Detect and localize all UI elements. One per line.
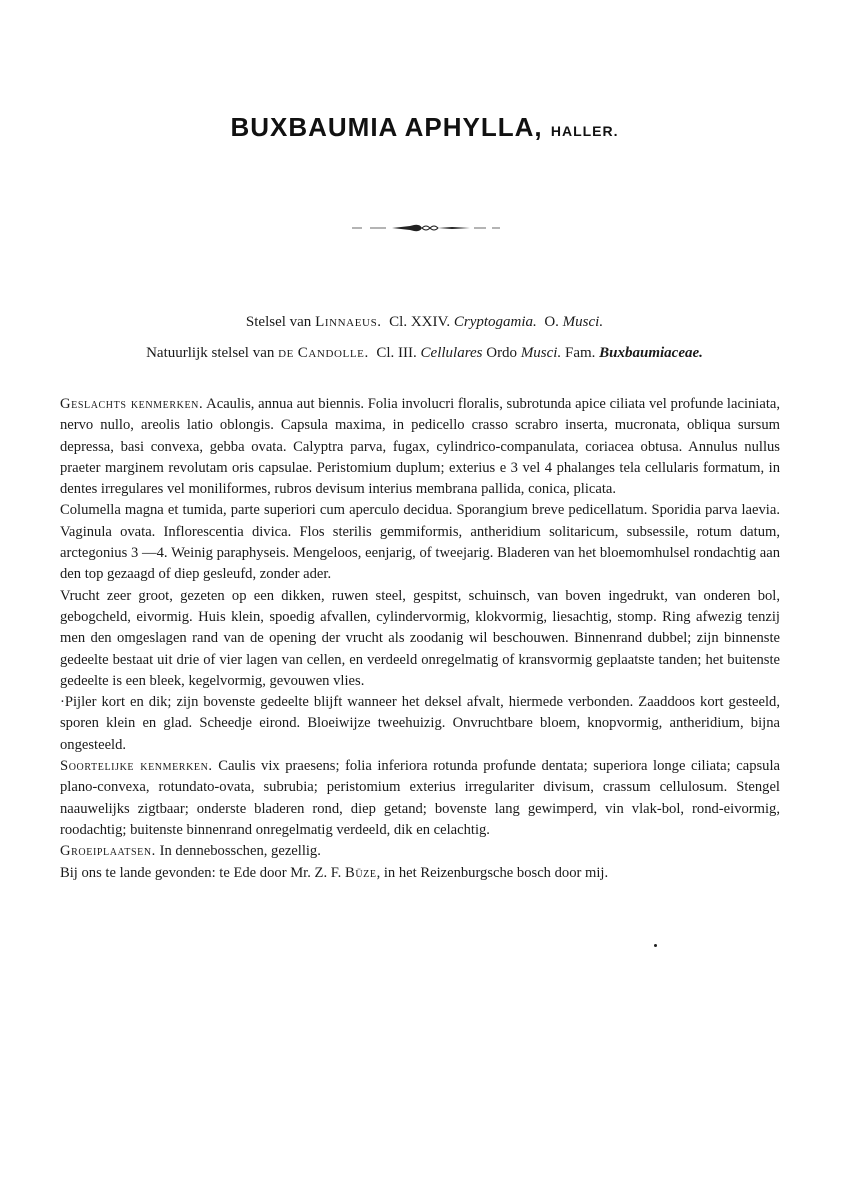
genus-dutch: Weinig paraphyseis. Mengeloos, eenjarig, of tweejarig. Bladeren van het bloemomhulsel rondachtig aan den top gezaagd of diep gesleufd, zonder ader. [60, 545, 781, 583]
genus-dutch-fruit: Vrucht zeer groot, gezeten op een dikken, ruwen steel, gespitst, schuinsch, van boven ingedrukt, van onderen bol, gebogcheld, eivormig. Huis klein, spoedig afvallen, cylindervormig, klokvormig, liesachtig, stomp. Ring afwezig tenzij men den omgeslagen rand van de opening der vrucht als zoodanig wil beschouwen. Binnenrand dubbel; zijn binnenste gedeelte bestaat uit drie of vier lagen van cellen, en verdeeld onregelmatig of kransvormig geplaatste tanden; het buitenste gedeelte is een bleek, kegelvormig, gevouwen vlies. [60, 587, 780, 689]
finder-name: Büze [345, 864, 377, 881]
genus-latin-continued: Columella magna et tumida, parte superiori cum aperculo decidua. Sporangium breve pedicellatum. Sporidia parva laevia. Vaginula ovata. Inflorescentia divica. Flos sterilis gemmiformis, antheridium solitaricum, subsessile, rotum datum, arctegonius 3 —4. Weinig paraphyseis. Mengeloos, eenjarig, of tweejarig. Bladeren van het bloemomhulsel rondachtig aan den top gezaagd of diep gesleufd, zonder ader. [60, 502, 781, 583]
species-description: Soortelijke kenmerken. Caulis vix praesens; folia inferiora rotunda profunde dentata; superiora longe ciliata; capsula plano-convexa, rotundato-ovata, subrubia; peristomium exterius irregulariter divisum, crassum cellulosum. Stengel naauwelijks zigtbaar; onderste bladeren rond, diep getand; bovenste lang gewimperd, vin vlak-bol, rond-eivormig, roodachtig; buitenste binnenrand onregelmatig verdeeld, dik en celachtig. [60, 758, 780, 838]
genus-dutch-column: ·Pijler kort en dik; zijn bovenste gedeelte blijft wanneer het deksel afvalt, hiermede verbonden. Zaaddoos kort gesteeld, sporen klein en glad. Scheedje eirond. Bloeiwijze tweehuizig. Onvruchtbare bloem, knopvormig, antheridium, bijna ongesteeld. [60, 694, 780, 753]
found-line: Bij ons te lande gevonden: te Ede door Mr. Z. F. Büze, in het Reizenburgsche bosch door mij. [60, 864, 609, 881]
page-title: BUXBAUMIA APHYLLA, HALLER. [230, 112, 619, 142]
title-main: BUXBAUMIA APHYLLA [230, 112, 535, 142]
genus-heading: Geslachts kenmerken. [60, 396, 204, 412]
linnaeus-system-line: Stelsel van Linnaeus. Cl. XXIV. Cryptogamia. O. Musci. [245, 314, 604, 330]
species-heading: Soortelijke kenmerken. [60, 758, 213, 775]
genus-description [60, 394, 780, 500]
body-text [60, 394, 780, 884]
divider-ornament-icon [352, 222, 500, 234]
ink-dot [654, 944, 657, 947]
title-author: HALLER. [550, 123, 619, 139]
habitat-line: Groeiplaatsen. In dennebosschen, gezellig. [60, 843, 321, 860]
candolle-system-line: Natuurlijk stelsel van de Candolle. Cl. III. Cellulares Ordo Musci. Fam. Buxbaumiaceae. [146, 345, 703, 361]
habitat-heading: Groeiplaatsen. [60, 843, 156, 860]
genus-latin: Acaulis, annua aut biennis. Folia involucri floralis, subrotunda apice ciliata vel profunde laciniata, nervo nullo, areolis latio oblongis. Capsula maxima, in pedicello crasso scrabro inserta, mucronata, obliqua sursum depressa, basi convexa, gebba ovata. Calyptra parva, fugax, cylindrico-companulata, coriacea obtusa. Annulus nullus praeter marginem revolutam oris capsulae. Peristomium duplum; exterius e 3 vel 4 phalanges tela cellularis formatum, in dentes irregulares vel moniliformes, rubros devisum interius membrana pallida, conica, plicata. [60, 396, 781, 498]
